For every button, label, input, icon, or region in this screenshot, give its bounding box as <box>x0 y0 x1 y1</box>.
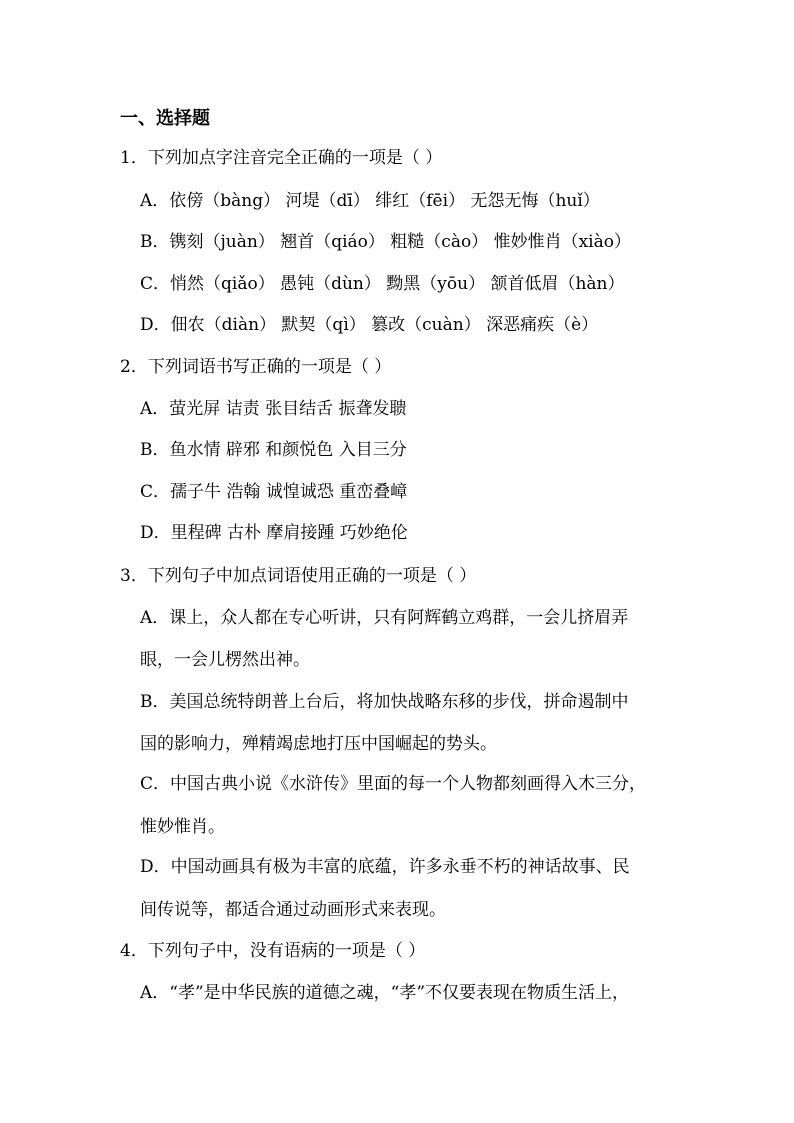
question-2-option-d: D．里程碑 古朴 摩肩接踵 巧妙绝伦 <box>140 523 408 543</box>
question-2-option-c: C．孺子牛 浩翰 诚惶诚恐 重峦叠嶂 <box>140 482 408 502</box>
question-2-stem: 2．下列词语书写正确的一项是（ ） <box>120 357 392 377</box>
question-2-option-b: B．鱼水情 辟邪 和颜悦色 入目三分 <box>140 440 407 460</box>
section-title: 一、选择题 <box>120 108 210 129</box>
question-2-option-a: A．萤光屏 诘责 张目结舌 振聋发聩 <box>140 399 407 419</box>
question-1-stem: 1．下列加点字注音完全正确的一项是（ ） <box>120 148 443 168</box>
question-4-stem: 4．下列句子中，没有语病的一项是（ ） <box>120 941 426 961</box>
question-4-option-a-line-1: A．“孝”是中华民族的道德之魂，“孝”不仅要表现在物质生活上， <box>140 983 630 1003</box>
question-3-option-a-line-1: A．课上，众人都在专心听讲，只有阿辉鹤立鸡群，一会儿挤眉弄 <box>140 608 629 628</box>
question-3-stem: 3．下列句子中加点词语使用正确的一项是（ ） <box>120 566 477 586</box>
question-3-option-c-line-2: 惟妙惟肖。 <box>140 817 225 837</box>
question-3-option-b-line-1: B．美国总统特朗普上台后，将加快战略东移的步伐，拼命遏制中 <box>140 692 629 712</box>
question-1-option-b: B．镌刻（juàn） 翘首（qiáo） 粗糙（cào） 惟妙惟肖（xiào） <box>140 232 631 252</box>
question-1-option-c: C．悄然（qiǎo） 愚钝（dùn） 黝黑（yōu） 颔首低眉（hàn） <box>140 274 625 294</box>
question-1-option-d: D．佃农（diàn） 默契（qì） 篡改（cuàn） 深恶痛疾（è） <box>140 315 599 335</box>
question-3-option-c-line-1: C．中国古典小说《水浒传》里面的每一个人物都刻画得入木三分， <box>140 774 647 794</box>
question-1-option-a: A．依傍（bàng） 河堤（dī） 绯红（fēi） 无怨无悔（huǐ） <box>140 191 600 211</box>
question-3-option-a-line-2: 眼，一会儿楞然出神。 <box>140 650 310 670</box>
question-3-option-b-line-2: 国的影响力，殚精竭虑地打压中国崛起的势头。 <box>140 734 497 754</box>
question-3-option-d-line-1: D．中国动画具有极为丰富的底蕴，许多永垂不朽的神话故事、民 <box>140 857 630 877</box>
question-3-option-d-line-2: 间传说等，都适合通过动画形式来表现。 <box>140 900 446 920</box>
